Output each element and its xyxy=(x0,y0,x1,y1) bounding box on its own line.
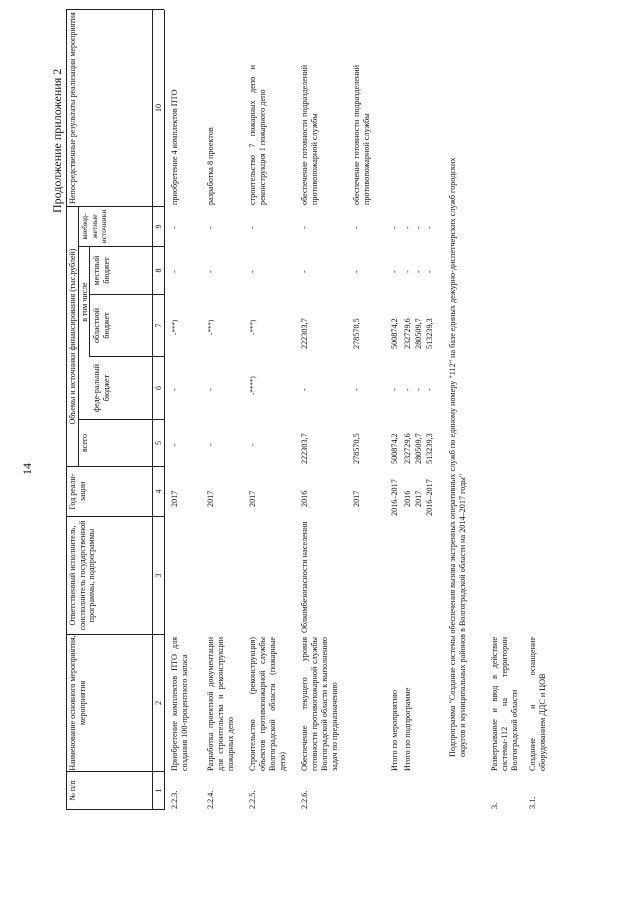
row-year: 2017 xyxy=(352,490,361,507)
total-sum: 513239,3 xyxy=(425,433,434,464)
total-regional: 500874,2 xyxy=(390,318,399,349)
row-regional: 278570,5 xyxy=(352,318,361,349)
row-result: обеспечение готовности подразделений противопожарной службы xyxy=(300,65,319,205)
row-num: 2.2.3. xyxy=(170,790,179,809)
row-regional: -***) xyxy=(249,319,257,335)
row-extrabudget: - xyxy=(206,226,215,229)
total-federal: - xyxy=(390,388,399,391)
row-result: обеспечение готовности подразделений противопожарной службы xyxy=(352,65,371,205)
row-regional: -***) xyxy=(207,319,215,335)
row-extrabudget: - xyxy=(170,226,179,229)
total-label: Итого по мероприятию xyxy=(390,690,399,771)
row-total: - xyxy=(170,443,179,446)
row-local: - xyxy=(170,270,179,273)
header-total: всего xyxy=(80,434,89,453)
continuation-title: Продолжение приложения 2 xyxy=(50,68,64,213)
row-total: - xyxy=(248,443,257,446)
col-number: 3 xyxy=(154,573,163,578)
col-number: 4 xyxy=(154,489,163,494)
row-year: 2017 xyxy=(248,490,257,507)
header-result: Непосредственные результаты реализации мероприятия xyxy=(68,12,77,204)
total-year: 2016–2017 xyxy=(425,479,434,516)
row-federal: - xyxy=(352,388,361,391)
row-name: Разработка проектной документации для строительства и реконструкции пожарных депо xyxy=(206,637,235,771)
header-including: в том числе xyxy=(80,282,89,322)
row-extrabudget: - xyxy=(352,226,361,229)
row-result: разработка 8 проектов xyxy=(206,127,215,205)
row-num: 2.2.4. xyxy=(206,790,215,809)
row-year: 2016 xyxy=(300,490,309,507)
col-number: 9 xyxy=(154,224,163,229)
item-num: 3. xyxy=(490,802,499,809)
total-federal: - xyxy=(414,388,423,391)
total-regional: 513239,3 xyxy=(425,318,434,349)
header-year: Год реали-зации xyxy=(68,473,87,510)
total-sum: 232729,6 xyxy=(403,433,412,464)
row-num: 2.2.6. xyxy=(300,790,309,809)
col-number: 1 xyxy=(154,788,163,793)
row-extrabudget: - xyxy=(248,226,257,229)
header-extrabudget: внебюд-жетные источники xyxy=(80,209,108,244)
total-year: 2016 xyxy=(403,490,412,507)
header-volume: Объемы и источники финансирования (тыс.рублей) xyxy=(68,248,77,425)
total-regional: 232729,6 xyxy=(403,318,412,349)
col-number: 8 xyxy=(154,268,163,273)
header-local: местный бюджет xyxy=(92,255,111,286)
row-name: Строительство (реконструкция) объектов противопожарной службы Волгоградской области (пожарные депо) xyxy=(248,637,287,771)
row-federal: - xyxy=(170,388,179,391)
row-total: 278570,5 xyxy=(352,433,361,464)
row-extrabudget: - xyxy=(300,226,309,229)
total-federal: - xyxy=(403,388,412,391)
header-regional: областной бюджет xyxy=(92,307,111,344)
total-extrabudget: - xyxy=(403,226,412,229)
total-extrabudget: - xyxy=(425,226,434,229)
row-local: - xyxy=(248,270,257,273)
total-extrabudget: - xyxy=(390,226,399,229)
row-local: - xyxy=(352,270,361,273)
subprogram-title: Подпрограмма "Создание системы обеспечения вызова экстренных оперативных служб по единому номеру "112" на базе единых дежурно-диспетчерских служб городских округов и муниципальных районов в Волгоградской области на 2014–2017 годы" xyxy=(448,157,467,757)
total-label: Итого по подпрограмме xyxy=(403,687,412,771)
row-total: - xyxy=(206,443,215,446)
total-local: - xyxy=(425,270,434,273)
header-responsible: Ответственный исполнитель, соисполнитель государственной программы, подпрограммы xyxy=(68,520,96,631)
header-federal: феде-ральный бюджет xyxy=(92,363,111,413)
total-local: - xyxy=(390,270,399,273)
total-year: 2017 xyxy=(414,490,423,507)
row-name: Обеспечение текущего уровня готовности противопожарной службы Волгоградской области к выполнению задач по предназначению xyxy=(300,637,339,771)
col-number: 5 xyxy=(154,441,163,445)
row-total: 222303,7 xyxy=(300,433,309,464)
row-federal: -****) xyxy=(249,376,257,395)
total-local: - xyxy=(414,270,423,273)
header-num: № п/п xyxy=(68,780,77,801)
row-local: - xyxy=(206,270,215,273)
total-extrabudget: - xyxy=(414,226,423,229)
total-federal: - xyxy=(425,388,434,391)
item-num: 3.1. xyxy=(528,796,537,809)
total-year: 2016–2017 xyxy=(390,479,399,516)
total-sum: 280509,7 xyxy=(414,433,423,464)
row-federal: - xyxy=(300,388,309,391)
row-result: приобретение 4 комплектов ПТО xyxy=(170,89,179,205)
row-regional: 222303,7 xyxy=(300,318,309,349)
row-responsible: Облкомбезопасности населения xyxy=(300,521,309,633)
page-number: 14 xyxy=(20,463,34,475)
row-num: 2.2.5. xyxy=(248,790,257,809)
row-regional: -***) xyxy=(171,319,179,335)
col-number: 7 xyxy=(154,323,163,328)
row-local: - xyxy=(300,270,309,273)
row-year: 2017 xyxy=(170,490,179,507)
row-year: 2017 xyxy=(206,490,215,507)
total-regional: 280509,7 xyxy=(414,318,423,349)
row-name: Приобретение комплектов ПТО для создания 100-процентного запаса xyxy=(170,637,189,771)
item-text: Развертывание и ввод в действие системы-112 на территории Волгоградской области xyxy=(490,637,519,771)
item-text: Создание и оснащение оборудованием ДДС и ЦОВ xyxy=(528,637,547,771)
total-sum: 500874,2 xyxy=(390,433,399,464)
col-number: 10 xyxy=(154,104,163,112)
row-result: строительство 7 пожарных депо и реконструкция 1 пожарного депо xyxy=(248,65,267,205)
col-number: 6 xyxy=(154,386,163,390)
col-number: 2 xyxy=(154,701,163,705)
row-federal: - xyxy=(206,388,215,391)
header-name: Наименование основного мероприятия, мероприятия xyxy=(68,635,87,771)
total-local: - xyxy=(403,270,412,273)
